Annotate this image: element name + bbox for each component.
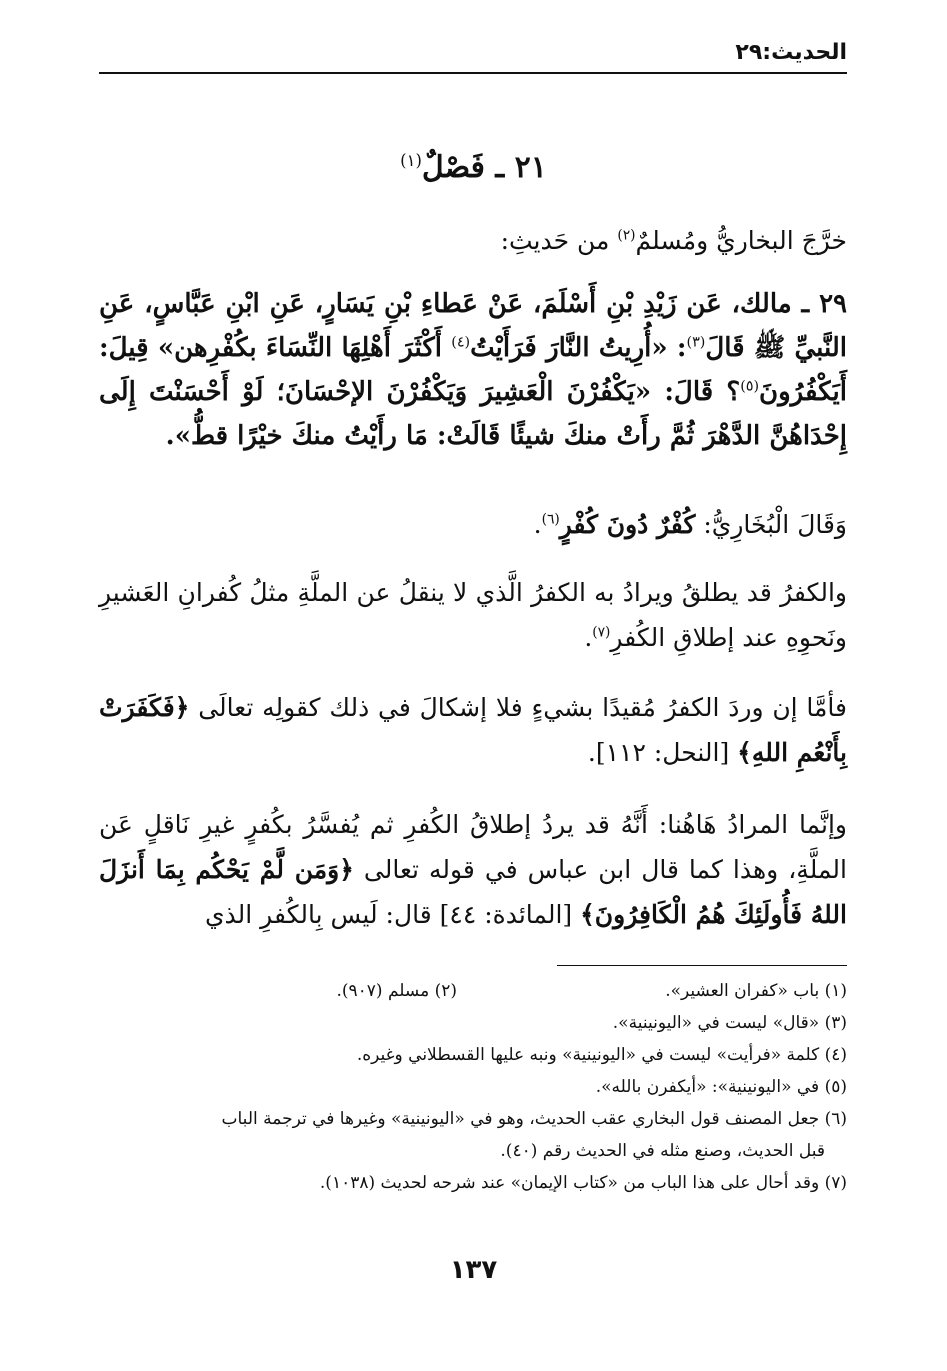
section-title <box>100 150 847 185</box>
hadith-text: : «أُرِيتُ النَّارَ فَرَأَيْتُ <box>470 333 687 363</box>
hadith-text: أَكْثَرَ أَهْلِهَا النِّسَاءَ بكُفْرِهن» قِيلَ: أَيَكْفُرُونَ <box>99 333 847 407</box>
page-number: ١٣٧ <box>449 1255 498 1285</box>
footnote-6: (٦) جعل المصنف قول البخاري عقب الحديث، وهو في «اليونينية» وغيرها في ترجمة الباب <box>221 1109 847 1129</box>
footnote-1: (١) باب «كفران العشير». <box>665 981 847 1001</box>
footnote-3: (٣) «قال» ليست في «اليونينية». <box>612 1013 847 1033</box>
bukhari-quote-intro: وَقَالَ الْبُخَارِيُّ: <box>695 510 847 539</box>
footnote-7: (٧) وقد أحال على هذا الباب من «كتاب الإيمان» عند شرحه لحديث (١٠٣٨). <box>319 1173 847 1193</box>
footnote-ref-2: (٢) <box>617 227 636 244</box>
hadith-text: ؟ قَالَ: «يَكْفُرْنَ الْعَشِيرَ وَيَكْفُرْنَ الإحْسَانَ؛ لَوْ أَحْسَنْتَ إِلَى إِحْدَاهُنَّ الدَّهْرَ ثُمَّ رأَتْ منكَ شيئًا قَالَتْ: مَا رأَيْتُ منكَ خيْرًا قطُّ». <box>99 377 847 451</box>
paragraph-kufr-end: . <box>584 623 593 652</box>
intro-text-end: من حَديثِ: <box>500 226 618 255</box>
footnotes <box>99 975 847 1199</box>
footnote-ref-6: (٦) <box>541 511 560 528</box>
paragraph-meaning <box>99 802 847 937</box>
footnote-ref-5: (٥) <box>740 378 760 395</box>
bukhari-quote <box>99 502 847 547</box>
paragraph-restricted-text: فأمَّا إن وردَ الكفرُ مُقيدًا بشيءٍ فلا إشكالَ في ذلك كقولِه تعالَى <box>198 693 848 722</box>
hadith-paragraph <box>99 282 847 458</box>
running-head <box>99 38 847 74</box>
hadith-text: ٢٩ ـ مالك، عَن زَيْدِ بْنِ أَسْلَمَ، عَنْ عَطاءِ بْنِ يَسَارٍ، عَنِ ابْنِ عَبَّاسٍ، عَنِ النَّبيِّ ﷺ قَالَ <box>99 289 847 363</box>
paragraph-kufr-text: والكفرُ قد يطلقُ ويرادُ به الكفرُ الَّذي لا ينقلُ عن الملَّةِ مثلُ كُفرانِ العَشيرِ ونَحوِهِ عند إطلاقِ الكُفرِ <box>99 578 847 652</box>
bukhari-quote-end: . <box>533 510 542 539</box>
footnote-6-continued: قبل الحديث، وصنع مثله في الحديث رقم (٤٠). <box>500 1141 825 1161</box>
paragraph-kufr <box>99 570 847 660</box>
footnote-4: (٤) كلمة «فرأيت» ليست في «اليونينية» ونبه عليها القسطلاني وغيره. <box>356 1045 847 1065</box>
paragraph-restricted <box>99 685 847 775</box>
footnote-ref-4: (٤) <box>451 334 471 351</box>
quran-verse-maida: ﴿وَمَن لَّمْ يَحْكُم بِمَا أَنزَلَ اللهُ فَأُولَئِكَ هُمُ الْكَافِرُونَ﴾ <box>99 855 847 929</box>
footnote-ref-7: (٧) <box>592 624 611 641</box>
footnote-ref-1: (١) <box>400 151 422 170</box>
bukhari-quote-bold: كُفْرٌ دُونَ كُفْرٍ <box>559 510 696 539</box>
footnote-ref-3: (٣) <box>686 334 706 351</box>
footnote-5: (٥) في «اليونينية»: «أيكفرن بالله». <box>595 1077 847 1097</box>
paragraph-meaning-text: وإنَّما المرادُ هَاهُنا: أَنَّهُ قد يردُ إطلاقُ الكُفرِ ثم يُفسَّرُ بكُفرٍ غيرِ نَاقلٍ عَن الملَّةِ، وهذا كما قال ابن عباس في قوله تعالى <box>99 810 847 884</box>
footnote-2: (٢) مسلم (٩٠٧). <box>336 981 457 1001</box>
section-title-text: ٢١ ـ فَصْلٌ <box>421 150 547 185</box>
verse-ref-nahl: [النحل: ١١٢]. <box>587 738 738 767</box>
paragraph-meaning-end: [المائدة: ٤٤] قال: لَيس بِالكُفرِ الذي <box>204 900 581 929</box>
footnote-divider <box>557 965 847 966</box>
intro-text: خرَّجَ البخاريُّ ومُسلمٌ <box>635 226 847 255</box>
quran-verse-nahl: ﴿فَكَفَرَتْ بِأَنْعُمِ اللهِ﴾ <box>99 693 847 767</box>
intro-paragraph <box>99 218 847 263</box>
running-title: الحديث:٢٩ <box>735 40 847 65</box>
